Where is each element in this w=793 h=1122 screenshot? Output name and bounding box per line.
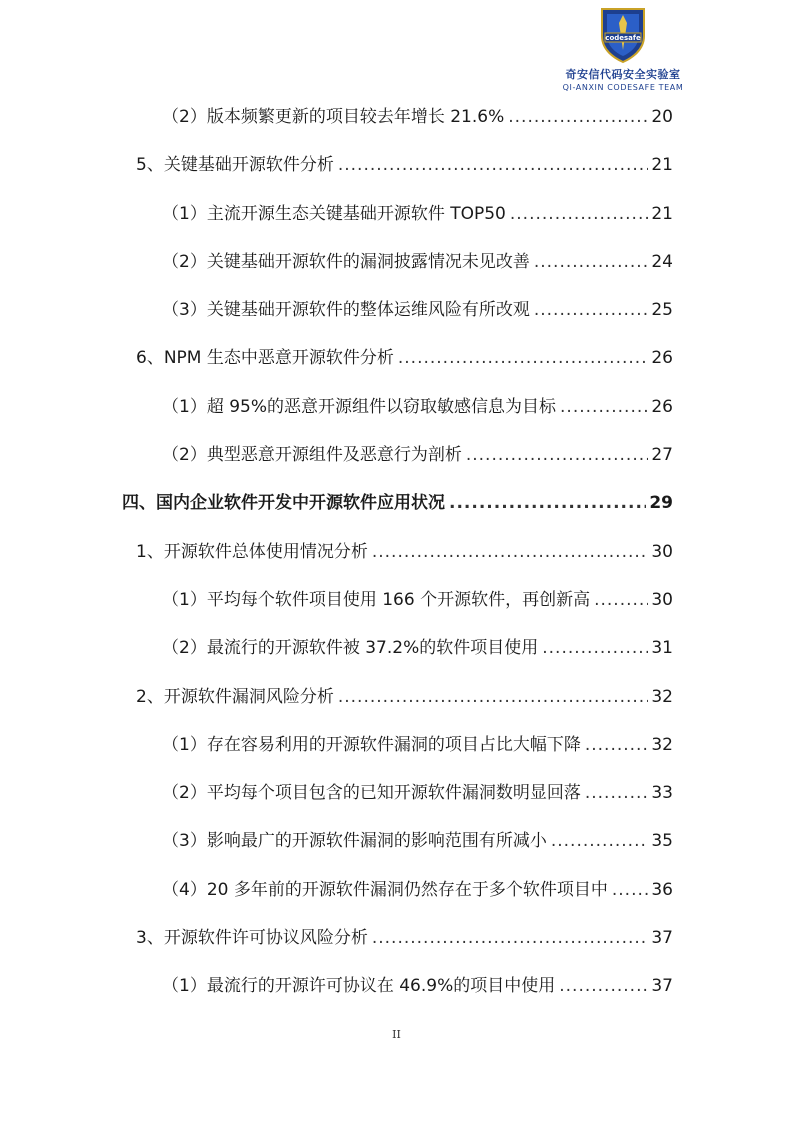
header-logo <box>548 6 698 92</box>
toc-entry[interactable] <box>162 879 673 901</box>
toc-entry-label: （1）最流行的开源许可协议在 46.9%的项目中使用 <box>162 976 556 996</box>
toc-entry-label: 四、国内企业软件开发中开源软件应用状况 <box>122 493 445 513</box>
toc-leader-dots <box>534 251 649 273</box>
toc-entry[interactable] <box>162 975 673 997</box>
toc-entry[interactable] <box>162 589 673 611</box>
toc-leader-dots <box>585 782 649 804</box>
toc-entry-page: 31 <box>651 638 673 658</box>
toc-entry[interactable] <box>162 637 673 659</box>
toc-entry[interactable] <box>162 106 673 128</box>
toc-entry-page: 24 <box>651 252 673 272</box>
page-number: II <box>392 1028 401 1041</box>
toc-entry-label: 6、NPM 生态中恶意开源软件分析 <box>136 348 394 368</box>
toc-entry-page: 21 <box>651 155 673 175</box>
toc-leader-dots <box>612 879 649 901</box>
toc-entry-label: （2）最流行的开源软件被 37.2%的软件项目使用 <box>162 638 539 658</box>
toc-entry-page: 26 <box>651 397 673 417</box>
toc-entry-page: 35 <box>651 831 673 851</box>
toc-entry-page: 33 <box>651 783 673 803</box>
toc-entry[interactable] <box>136 347 673 369</box>
toc-entry-page: 32 <box>651 735 673 755</box>
toc-leader-dots <box>372 541 649 563</box>
org-name-en: QI-ANXIN CODESAFE TEAM <box>562 83 684 92</box>
toc-entry[interactable] <box>162 444 673 466</box>
toc-leader-dots <box>560 396 648 418</box>
toc-entry[interactable] <box>162 203 673 225</box>
shield-logo-icon <box>598 6 648 64</box>
toc-entry[interactable] <box>162 251 673 273</box>
toc-entry-label: 3、开源软件许可协议风险分析 <box>136 928 368 948</box>
toc-entry-page: 30 <box>651 590 673 610</box>
toc-entry-label: （3）关键基础开源软件的整体运维风险有所改观 <box>162 300 530 320</box>
org-name-cn: 奇安信代码安全实验室 <box>565 68 681 81</box>
toc-entry[interactable] <box>136 686 673 708</box>
logo-text: codesafe <box>605 34 641 42</box>
toc-entry-label: （2）典型恶意开源组件及恶意行为剖析 <box>162 445 462 465</box>
toc-leader-dots <box>542 637 648 659</box>
toc-entry-label: 5、关键基础开源软件分析 <box>136 155 334 175</box>
toc-entry-label: 1、开源软件总体使用情况分析 <box>136 542 368 562</box>
toc-entry-page: 26 <box>651 348 673 368</box>
toc-entry-label: 2、开源软件漏洞风险分析 <box>136 687 334 707</box>
toc-leader-dots <box>510 203 648 225</box>
toc-entry-label: （1）主流开源生态关键基础开源软件 TOP50 <box>162 204 506 224</box>
toc-entry-page: 20 <box>651 107 673 127</box>
toc-entry-label: （1）平均每个软件项目使用 166 个开源软件，再创新高 <box>162 590 591 610</box>
toc-entry-label: （1）超 95%的恶意开源组件以窃取敏感信息为目标 <box>162 397 557 417</box>
toc-entry[interactable] <box>162 734 673 756</box>
toc-entry-page: 21 <box>651 204 673 224</box>
toc-entry[interactable] <box>122 492 673 514</box>
toc-entry[interactable] <box>136 154 673 176</box>
toc-entry-label: （1）存在容易利用的开源软件漏洞的项目占比大幅下降 <box>162 735 581 755</box>
toc-entry[interactable] <box>162 396 673 418</box>
toc-leader-dots <box>398 347 649 369</box>
toc-leader-dots <box>585 734 649 756</box>
toc-leader-dots <box>534 299 649 321</box>
toc-leader-dots <box>551 830 649 852</box>
toc-entry-page: 30 <box>651 542 673 562</box>
toc-entry-page: 27 <box>651 445 673 465</box>
toc-leader-dots <box>449 492 646 514</box>
toc-leader-dots <box>508 106 648 128</box>
toc-entry-label: （4）20 多年前的开源软件漏洞仍然存在于多个软件项目中 <box>162 880 608 900</box>
toc-entry-label: （2）平均每个项目包含的已知开源软件漏洞数明显回落 <box>162 783 581 803</box>
toc-entry-page: 32 <box>651 687 673 707</box>
toc-leader-dots <box>559 975 648 997</box>
toc-entry[interactable] <box>162 830 673 852</box>
toc-entry-label: （2）版本频繁更新的项目较去年增长 21.6% <box>162 107 505 127</box>
toc-entry-label: （2）关键基础开源软件的漏洞披露情况未见改善 <box>162 252 530 272</box>
toc-entry-page: 36 <box>651 880 673 900</box>
toc-leader-dots <box>338 154 649 176</box>
toc-entry-label: （3）影响最广的开源软件漏洞的影响范围有所减小 <box>162 831 547 851</box>
toc-entry-page: 25 <box>651 300 673 320</box>
toc-leader-dots <box>594 589 648 611</box>
toc-entry[interactable] <box>162 782 673 804</box>
toc-entry-page: 37 <box>651 928 673 948</box>
toc-leader-dots <box>466 444 649 466</box>
toc-entry[interactable] <box>136 927 673 949</box>
toc-leader-dots <box>372 927 649 949</box>
toc-entry-page: 37 <box>651 976 673 996</box>
toc-entry-page: 29 <box>649 493 673 513</box>
toc-entry[interactable] <box>162 299 673 321</box>
toc-entry[interactable] <box>136 541 673 563</box>
toc-leader-dots <box>338 686 649 708</box>
